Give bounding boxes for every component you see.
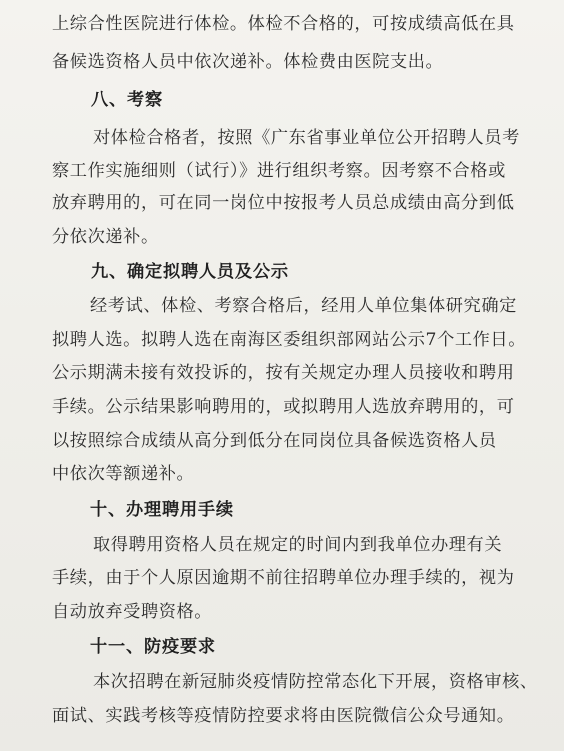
paragraph-line: 拟聘人选。拟聘人选在南海区委组织部网站公示7个工作日。 bbox=[52, 330, 527, 350]
paragraph-line: 察工作实施细则（试行）》进行组织考察。因考察不合格或 bbox=[52, 161, 506, 181]
paragraph-line: 本次招聘在新冠肺炎疫情防控常态化下开展，资格审核、 bbox=[93, 672, 538, 692]
section-heading-9: 九、确定拟聘人员及公示 bbox=[91, 262, 289, 282]
paragraph-line: 自动放弃受聘资格。 bbox=[52, 602, 213, 622]
paragraph-line: 分依次递补。 bbox=[52, 227, 159, 247]
paragraph-line: 中依次等额递补。 bbox=[52, 464, 195, 484]
section-heading-11: 十一、防疫要求 bbox=[90, 637, 216, 657]
paragraph-line: 取得聘用资格人员在规定的时间内到我单位办理有关 bbox=[93, 535, 503, 555]
paragraph-line: 上综合性医院进行体检。体检不合格的，可按成绩高低在具 bbox=[52, 14, 515, 34]
paragraph-line: 手续，由于个人原因逾期不前往招聘单位办理手续的，视为 bbox=[52, 568, 515, 588]
paragraph-line: 备候选资格人员中依次递补。体检费由医院支出。 bbox=[52, 52, 444, 72]
paragraph-line: 经考试、体检、考察合格后，经用人单位集体研究确定 bbox=[90, 296, 517, 316]
paragraph-line: 面试、实践考核等疫情防控要求将由医院微信公众号通知。 bbox=[52, 706, 515, 726]
section-heading-8: 八、考察 bbox=[91, 90, 163, 110]
paragraph-line: 对体检合格者，按照《广东省事业单位公开招聘人员考 bbox=[93, 128, 520, 148]
paragraph-line: 手续。公示结果影响聘用的，或拟聘用人选放弃聘用的，可 bbox=[52, 397, 515, 417]
paragraph-line: 放弃聘用的，可在同一岗位中按报考人员总成绩由高分到低 bbox=[52, 193, 515, 213]
paragraph-line: 公示期满未接有效投诉的，按有关规定办理人员接收和聘用 bbox=[52, 363, 515, 383]
section-heading-10: 十、办理聘用手续 bbox=[90, 500, 234, 520]
paragraph-line: 以按照综合成绩从高分到低分在同岗位具备候选资格人员 bbox=[52, 431, 497, 451]
